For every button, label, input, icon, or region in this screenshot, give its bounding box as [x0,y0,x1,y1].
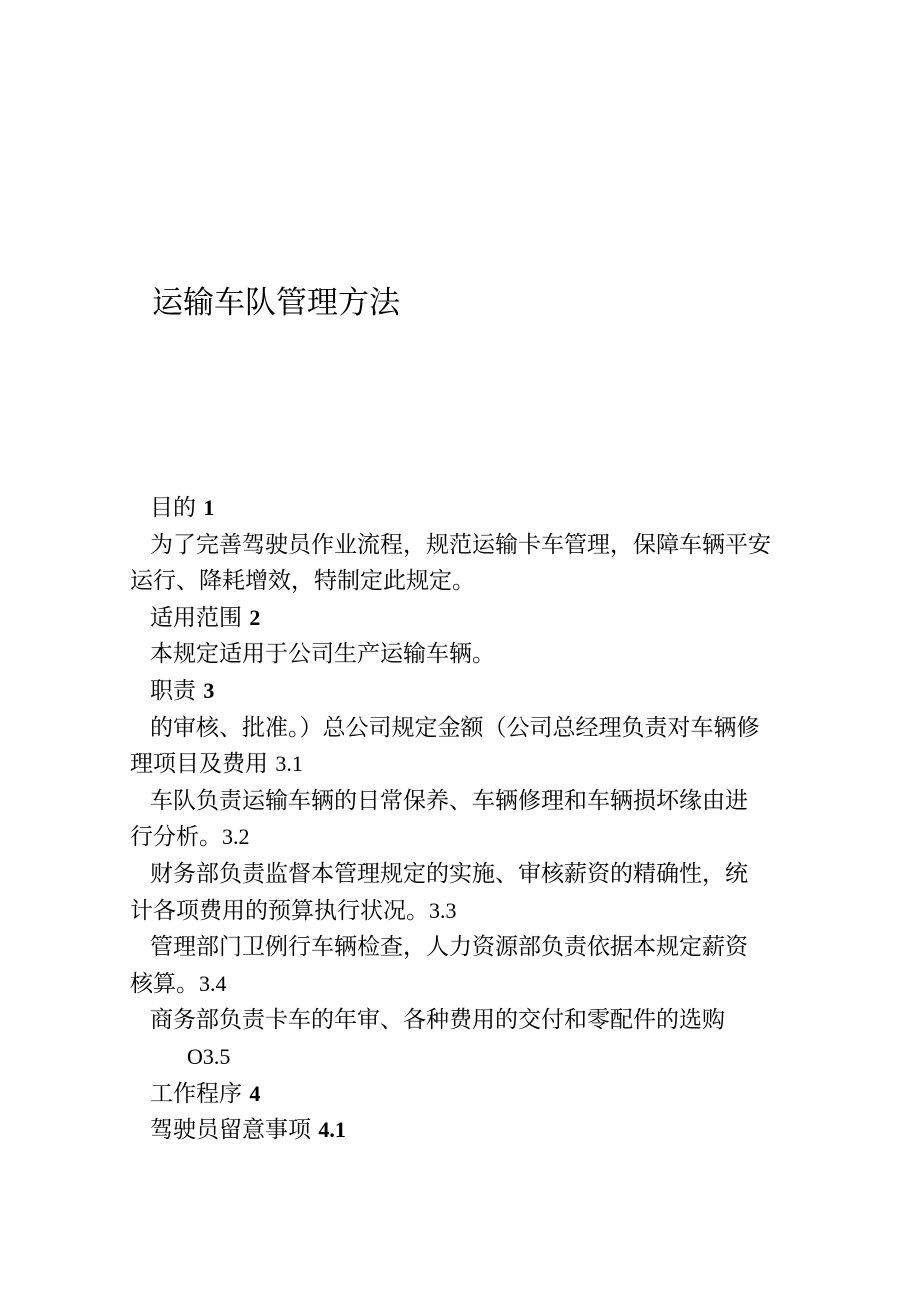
section-number: 1 [203,495,215,520]
line-text: 财务部负责监督本管理规定的实施、审核薪资的精确性，统 [150,860,748,887]
document-title: 运输车队管理方法 [152,285,400,321]
section-number: 3.4 [199,970,227,996]
line-text: 理项目及费用 [130,751,268,778]
line-text: 的审核、批准。）总公司规定金额（公司总经理负责对车辆修 [150,714,760,741]
section-number: O3.5 [187,1043,231,1069]
line-text: 驾驶员留意事项 [150,1117,311,1144]
paragraph-line [130,1112,790,1149]
section-number: 3.2 [222,824,250,850]
section-number: 4 [249,1080,261,1106]
paragraph-line [130,819,790,856]
paragraph-line [130,783,790,820]
line-text: 管理部门卫例行车辆检查，人力资源部负责依据本规定薪资 [150,934,748,961]
section-number: 2 [249,604,261,630]
paragraph-line [130,893,790,930]
paragraph-line [130,856,790,893]
paragraph-line [130,710,790,747]
line-text: 行分析。 [130,824,222,851]
line-text: 职责 [150,677,196,704]
line-text: 运行、降耗增效，特制定此规定。 [130,568,475,595]
line-text: 适用范围 [150,604,242,631]
line-text: 核算。 [130,970,199,997]
paragraph-line [130,966,790,1003]
paragraph-line [130,929,790,966]
section-number: 3.3 [429,897,457,923]
line-text: 本规定适用于公司生产运输车辆。 [150,641,495,668]
line-text: 为了完善驾驶员作业流程，规范运输卡车管理，保障车辆平安 [150,531,771,558]
section-number: 3 [203,677,215,703]
paragraph-line [130,636,790,673]
line-text: 商务部负责卡车的年审、各种费用的交付和零配件的选购 [150,1007,725,1034]
line-text: 目的 [150,495,196,521]
paragraph-line [130,746,790,783]
line-text: 工作程序 [150,1080,242,1107]
paragraph-line [130,1039,790,1076]
paragraph-line [130,527,790,564]
paragraph-line [130,563,790,600]
paragraph-line [130,1076,790,1113]
line-text: 计各项费用的预算执行状况。 [130,897,429,924]
paragraph-line [130,600,790,637]
paragraph-line [130,490,790,527]
line-text: 车队负责运输车辆的日常保养、车辆修理和车辆损坏缘由进 [150,787,748,814]
paragraph-line [130,1002,790,1039]
paragraph-line [130,673,790,710]
section-number: 4.1 [318,1117,346,1143]
section-number: 3.1 [275,751,303,777]
document-body [130,490,790,1149]
